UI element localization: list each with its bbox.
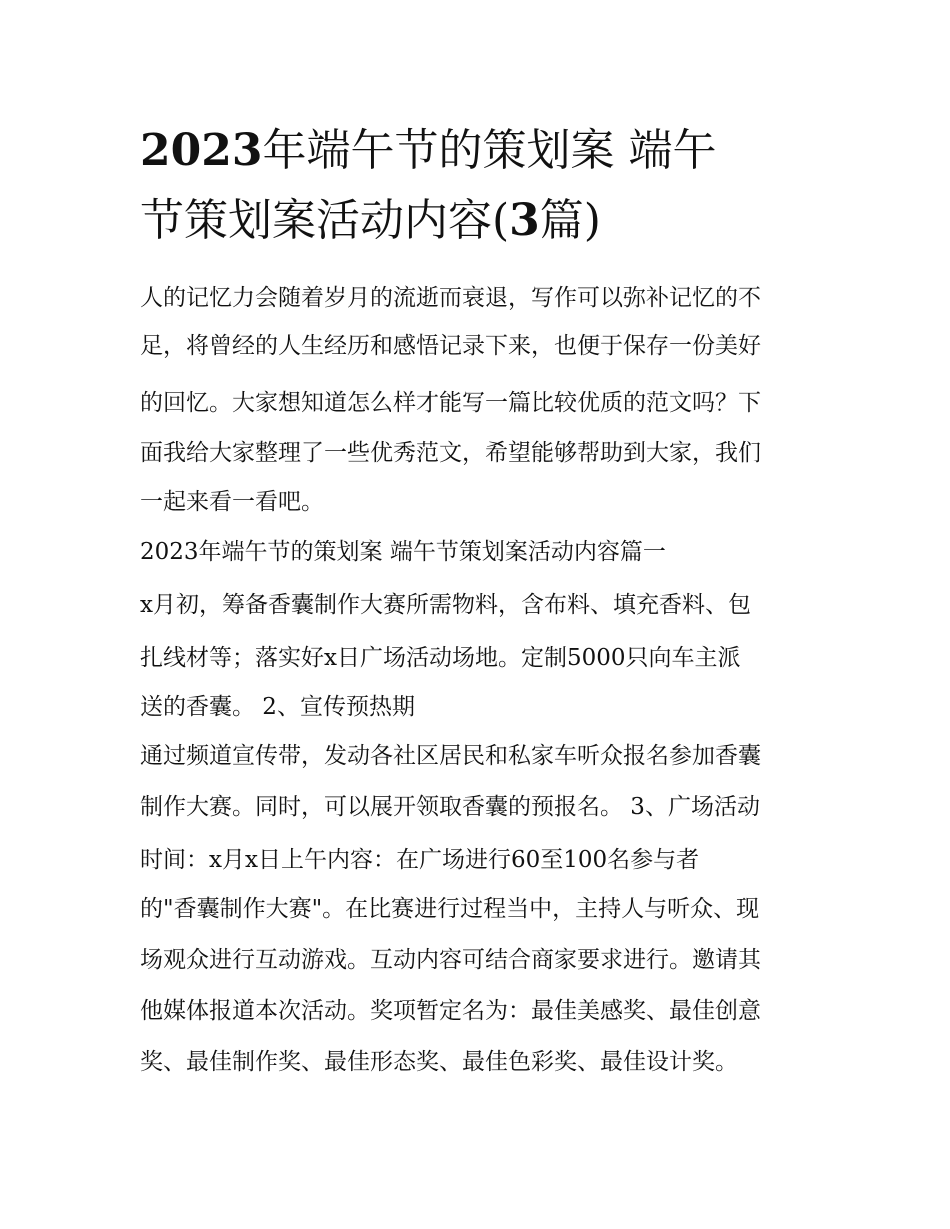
title-line2-text-b: 篇): [539, 195, 601, 246]
document-title: [140, 116, 820, 256]
body-line: 时间：x月x日上午内容：在广场进行60至100名参与者: [140, 847, 700, 873]
body-line: 制作大赛。同时，可以展开领取香囊的预报名。 3、广场活动: [140, 794, 760, 820]
title-line1-text: 年端午节的策划案 端午: [262, 125, 717, 176]
body-line: 足，将曾经的人生经历和感悟记录下来，也便于保存一份美好: [140, 333, 761, 359]
body-line: 一起来看一看吧。: [140, 489, 324, 515]
body-line: 面我给大家整理了一些优秀范文，希望能够帮助到大家，我们: [140, 440, 761, 466]
body-line: 扎线材等；落实好x日广场活动场地。定制5000只向车主派: [140, 645, 741, 671]
body-line: 人的记忆力会随着岁月的流逝而衰退，写作可以弥补记忆的不: [140, 285, 761, 311]
body-line: 通过频道宣传带，发动各社区居民和私家车听众报名参加香囊: [140, 743, 761, 769]
body-line: 的"香囊制作大赛"。在比赛进行过程当中，主持人与听众、现: [140, 896, 760, 922]
title-year: 2023: [140, 125, 263, 176]
body-line: 送的香囊。 2、宣传预热期: [140, 694, 415, 720]
body-line: x月初，筹备香囊制作大赛所需物料，含布料、填充香料、包: [140, 592, 751, 618]
title-count: 3: [509, 195, 540, 246]
body-line: 场观众进行互动游戏。互动内容可结合商家要求进行。邀请其: [140, 947, 761, 973]
body-line: 奖、最佳制作奖、最佳形态奖、最佳色彩奖、最佳设计奖。: [140, 1049, 738, 1075]
body-line: 的回忆。大家想知道怎么样才能写一篇比较优质的范文吗？下: [140, 390, 761, 416]
section-heading: 2023年端午节的策划案 端午节策划案活动内容篇一: [140, 539, 666, 565]
title-line2-text-a: 节策划案活动内容(: [140, 195, 510, 246]
body-line: 他媒体报道本次活动。奖项暂定名为：最佳美感奖、最佳创意: [140, 998, 761, 1024]
